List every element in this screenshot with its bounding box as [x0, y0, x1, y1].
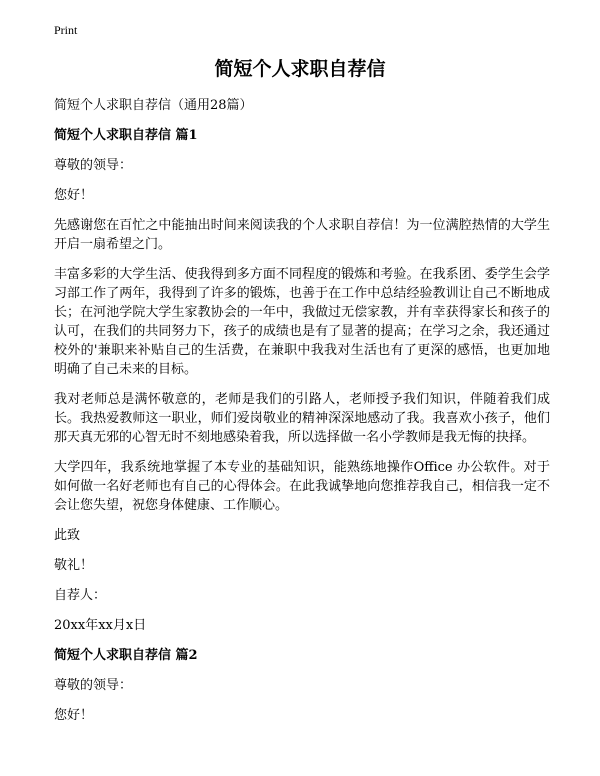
greeting: 您好！ [54, 188, 94, 203]
print-link[interactable]: Print [54, 23, 78, 37]
paragraph: 先感谢您在百忙之中能抽出时间来阅读我的个人求职自荐信！为一位满腔热情的大学生开启一扇希望之门。 [54, 218, 550, 252]
salutation: 尊敬的领导： [54, 158, 133, 173]
paragraph: 我对老师总是满怀敬意的，老师是我们的引路人，老师授予我们知识，伴随着我们成长。我热爱教师这一职业，师们爱岗敬业的精神深深地感动了我。我喜欢小孩子，他们那天真无邪的心智无时不刻地感染着我，所以选择做一名小学教师是我无悔的抉择。 [54, 392, 550, 445]
document-subtitle: 简短个人求职自荐信（通用28篇） [54, 98, 253, 113]
signer-label: 自荐人： [54, 588, 107, 603]
document-body [54, 96, 550, 736]
section-heading-1: 简短个人求职自荐信 篇1 [54, 128, 198, 143]
closing-line: 此致 [54, 528, 81, 543]
closing-salute: 敬礼！ [54, 558, 94, 573]
paragraph: 大学四年，我系统地掌握了本专业的基础知识，能熟练地操作Office 办公软件。对于如何做一名好老师也有自己的心得体会。在此我诚挚地向您推荐我自己，相信我一定不会让您失望，祝您身体健康、工作顺心。 [54, 460, 550, 513]
section-heading-2: 简短个人求职自荐信 篇2 [54, 648, 198, 663]
letter-date: 20xx年xx月x日 [54, 618, 147, 633]
page-title: 简短个人求职自荐信 [214, 58, 386, 80]
paragraph: 丰富多彩的大学生活、使我得到多方面不同程度的锻炼和考验。在我系团、委学生会学习部工作了两年，我得到了许多的锻炼，也善于在工作中总结经验教训让自己不断地成长；在河池学院大学生家教协会的一年中，我做过无偿家教，并有幸获得家长和孩子的认可，在我们的共同努力下，孩子的成绩也是有了显著的提高；在学习之余，我还通过校外的'兼职来补贴自己的生活费，在兼职中我我对生活也有了更深的感悟，也更加地明确了自己未来的目标。 [54, 267, 550, 377]
greeting: 您好！ [54, 708, 94, 723]
salutation: 尊敬的领导： [54, 678, 133, 693]
